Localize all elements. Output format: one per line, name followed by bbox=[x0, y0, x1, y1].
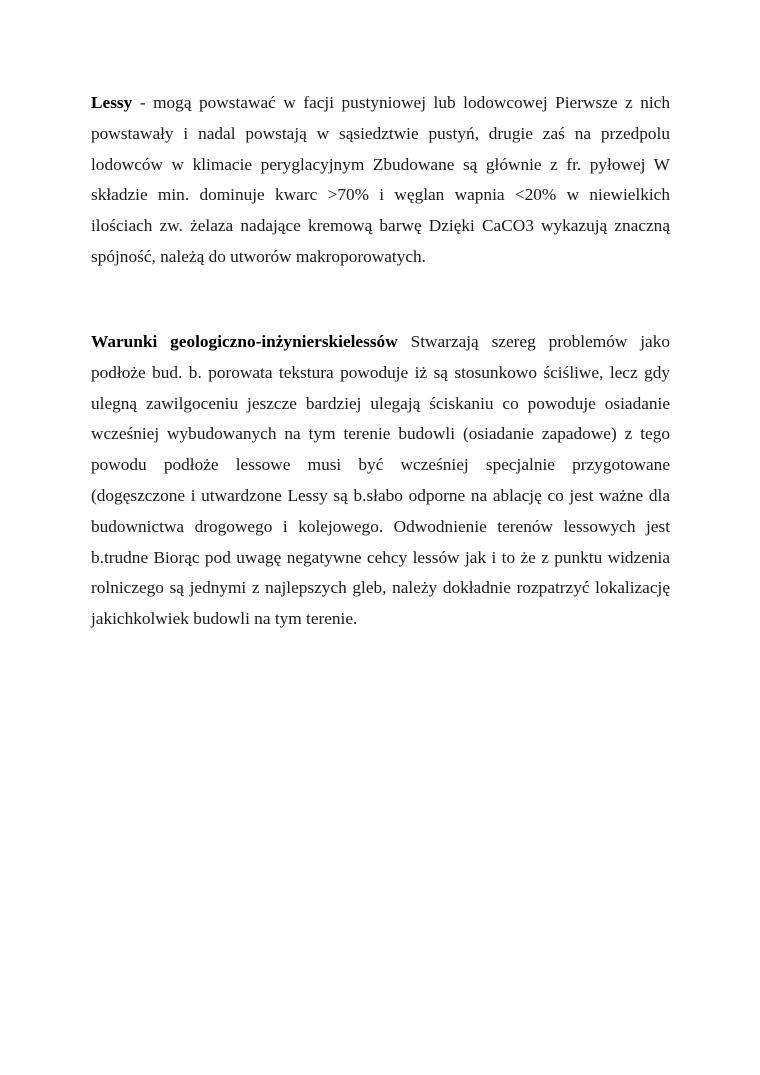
paragraph-term-warunki: Warunki geologiczno-inżynierskielessów bbox=[91, 332, 398, 351]
paragraph-warunki bbox=[91, 327, 670, 635]
paragraph-body-lessy: - mogą powstawać w facji pustyniowej lub lodowcowej Pierwsze z nich powstawały i nadal powstają w sąsiedztwie pustyń, drugie zaś na przedpolu lodowców w klimacie peryglacyjnym Zbudowane są głównie z fr. pyłowej W składzie min. dominuje kwarc >70% i węglan wapnia <20% w niewielkich ilościach zw. żelaza nadające kremową barwę Dzięki CaCO3 wykazują znaczną spójność, należą do utworów makroporowatych. bbox=[91, 93, 670, 266]
paragraph-lessy bbox=[91, 88, 670, 273]
paragraph-term-lessy: Lessy bbox=[91, 93, 133, 112]
paragraph-body-warunki: Stwarzają szereg problemów jako podłoże bud. b. porowata tekstura powoduje iż są stosunkowo ściśliwe, lecz gdy ulegną zawilgoceniu jeszcze bardziej ulegają ściskaniu co powoduje osiadanie wcześniej wybudowanych na tym terenie budowli (osiadanie zapadowe) z tego powodu podłoże lessowe musi być wcześniej specjalnie przygotowane (dogęszczone i utwardzone Lessy są b.słabo odporne na ablację co jest ważne dla budownictwa drogowego i kolejowego. Odwodnienie terenów lessowych jest b.trudne Biorąc pod uwagę negatywne cehcy lessów jak i to że z punktu widzenia rolniczego są jednymi z najlepszych gleb, należy dokładnie rozpatrzyć lokalizację jakichkolwiek budowli na tym terenie. bbox=[91, 332, 670, 629]
